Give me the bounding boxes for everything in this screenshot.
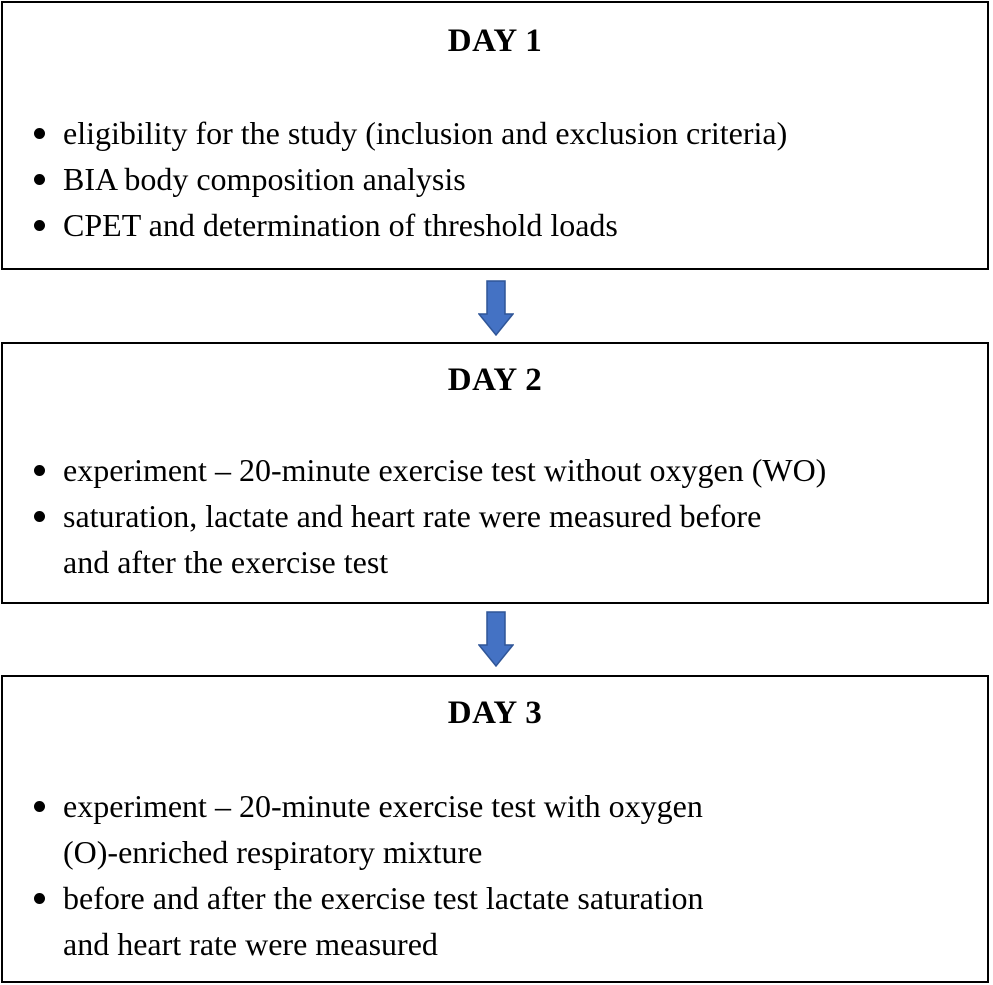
day-2-box <box>1 342 989 604</box>
bullet-icon <box>34 174 45 185</box>
list-item-line: and after the exercise test <box>63 544 389 580</box>
list-item-line: (O)-enriched respiratory mixture <box>63 834 483 870</box>
bullet-icon <box>34 801 45 812</box>
list-item-line: saturation, lactate and heart rate were measured before <box>63 498 762 534</box>
down-arrow-icon <box>478 611 514 667</box>
list-item <box>29 447 977 493</box>
day-1-title: DAY 1 <box>447 23 543 59</box>
bullet-icon <box>34 893 45 904</box>
day-1-list <box>29 110 977 248</box>
down-arrow-icon <box>478 280 514 336</box>
day-3-box <box>1 675 989 983</box>
list-item-line: CPET and determination of threshold loads <box>63 207 618 243</box>
bullet-icon <box>34 128 45 139</box>
list-item <box>29 156 977 202</box>
day-2-title: DAY 2 <box>447 362 543 398</box>
bullet-icon <box>34 511 45 522</box>
list-item-line: BIA body composition analysis <box>63 161 466 197</box>
list-item-line: eligibility for the study (inclusion and exclusion criteria) <box>63 115 788 151</box>
list-item-line: experiment – 20-minute exercise test without oxygen (WO) <box>63 452 827 488</box>
list-item <box>29 110 977 156</box>
day-2-list <box>29 447 977 585</box>
bullet-icon <box>34 465 45 476</box>
list-item <box>29 493 977 585</box>
day-1-box <box>1 1 989 270</box>
list-item <box>29 875 977 967</box>
list-item-line: experiment – 20-minute exercise test with oxygen <box>63 788 703 824</box>
day-3-title: DAY 3 <box>447 695 543 731</box>
list-item <box>29 783 977 875</box>
list-item-line: before and after the exercise test lactate saturation <box>63 880 704 916</box>
day-3-list <box>29 783 977 967</box>
bullet-icon <box>34 220 45 231</box>
list-item <box>29 202 977 248</box>
list-item-line: and heart rate were measured <box>63 926 438 962</box>
